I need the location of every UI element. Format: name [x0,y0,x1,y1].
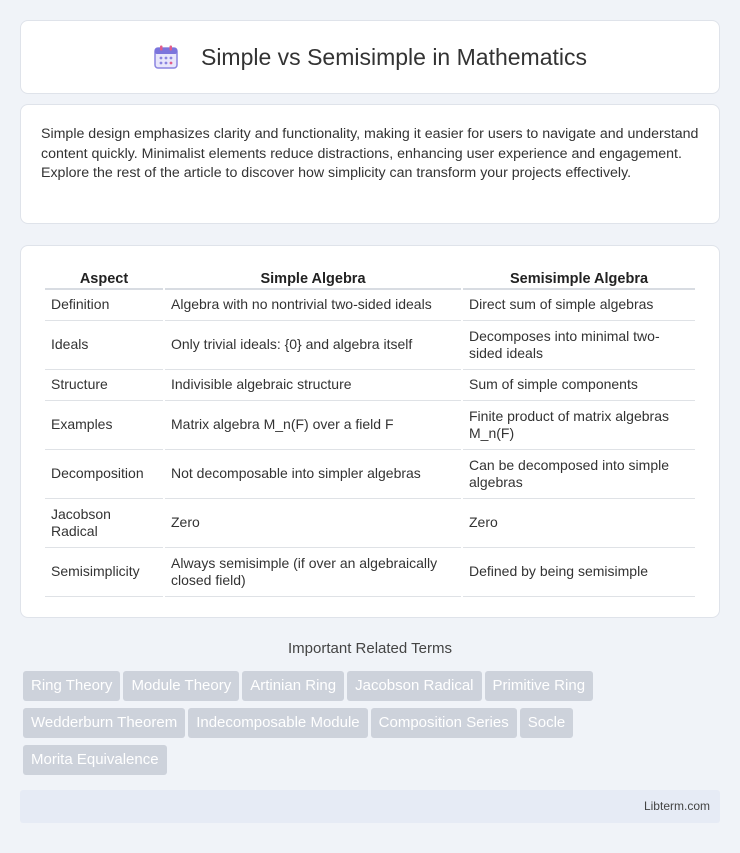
tag-wedderburn-theorem[interactable]: Wedderburn Theorem [23,708,185,738]
page-title: Simple vs Semisimple in Mathematics [200,43,587,70]
table-row [45,370,695,401]
cell-semisimple: Zero [463,499,695,548]
table-row [45,450,695,499]
tag-indecomposable-module[interactable]: Indecomposable Module [188,708,367,738]
cell-semisimple: Sum of simple components [463,370,695,401]
cell-aspect: Ideals [45,321,163,370]
intro-card [20,104,720,224]
cell-semisimple: Direct sum of simple algebras [463,290,695,321]
cell-simple: Algebra with no nontrivial two-sided ideals [165,290,461,321]
footer-site-link[interactable]: Libterm.com [643,799,710,813]
tag-morita-equivalence[interactable]: Morita Equivalence [23,745,167,775]
cell-simple: Always semisimple (if over an algebraically closed field) [165,548,461,597]
tag-jacobson-radical[interactable]: Jacobson Radical [347,671,481,701]
table-row [45,290,695,321]
intro-text: Simple design emphasizes clarity and functionality, making it easier for users to navigate and understand content quickly. Minimalist elements reduce distractions, enhancing user experience and engagement. Explore the rest of the article to discover how simplicity can transform your projects effectively. [41,126,699,181]
tag-module-theory[interactable]: Module Theory [123,671,239,701]
cell-simple: Indivisible algebraic structure [165,370,461,401]
cell-semisimple: Decomposes into minimal two-sided ideals [463,321,695,370]
calendar-icon [153,44,179,70]
header-aspect: Aspect [45,266,163,290]
tag-ring-theory[interactable]: Ring Theory [23,671,120,701]
cell-simple: Zero [165,499,461,548]
cell-semisimple: Finite product of matrix algebras M_n(F) [463,401,695,450]
header-card [20,20,720,94]
cell-aspect: Semisimplicity [45,548,163,597]
footer [20,790,720,823]
table-header-row [45,266,695,290]
related-terms-list [23,671,723,782]
related-terms-title: Important Related Terms [288,640,452,657]
comparison-card [20,245,720,618]
cell-simple: Not decomposable into simpler algebras [165,450,461,499]
cell-aspect: Jacobson Radical [45,499,163,548]
tag-composition-series[interactable]: Composition Series [371,708,517,738]
cell-aspect: Examples [45,401,163,450]
header-simple: Simple Algebra [165,266,461,290]
table-row [45,499,695,548]
cell-aspect: Definition [45,290,163,321]
cell-simple: Matrix algebra M_n(F) over a field F [165,401,461,450]
tag-primitive-ring[interactable]: Primitive Ring [485,671,594,701]
table-row [45,548,695,597]
cell-semisimple: Defined by being semisimple [463,548,695,597]
tag-socle[interactable]: Socle [520,708,574,738]
tag-artinian-ring[interactable]: Artinian Ring [242,671,344,701]
cell-semisimple: Can be decomposed into simple algebras [463,450,695,499]
comparison-table [43,266,697,597]
cell-aspect: Decomposition [45,450,163,499]
cell-simple: Only trivial ideals: {0} and algebra itself [165,321,461,370]
header-semisimple: Semisimple Algebra [463,266,695,290]
table-row [45,321,695,370]
cell-aspect: Structure [45,370,163,401]
table-row [45,401,695,450]
